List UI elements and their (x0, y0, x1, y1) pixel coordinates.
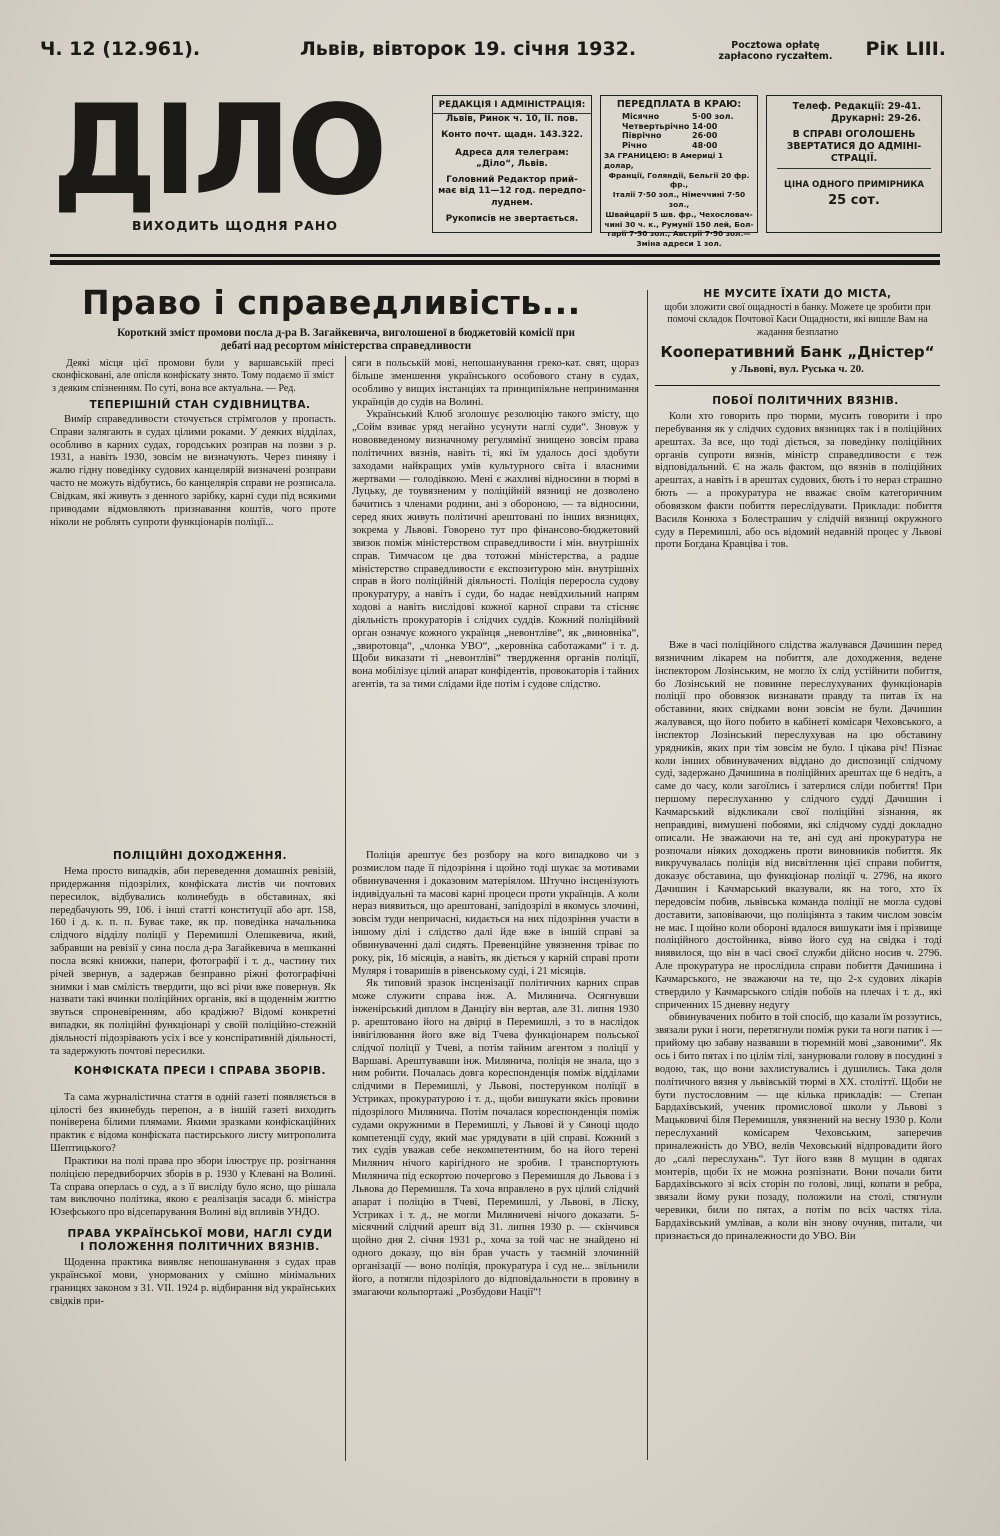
masthead-rule-top (50, 254, 940, 257)
newspaper-logo: ДІЛО (52, 77, 384, 223)
column-3-lower (655, 640, 942, 1244)
paragraph-language-rights: Щоденна практика виявляє непошанування з судах прав української мови, унормованих у смішно мінімальних границях законом з 31. VII. 1924 р. відбирання від українських свідків при- (50, 1257, 336, 1307)
abroad-6: гарії 7·50 зол., Австрії 7·50 зол.— (607, 229, 751, 239)
ads-line-3: СТРАЦІЇ. (777, 153, 931, 169)
ad-divider (655, 385, 940, 386)
column-1-lower (50, 850, 336, 1308)
paragraph-mylianych: Як типовий зразок інсценізації політичних карних справ може служити справа інж. А. Милянича. Осягнувши інженірський диплом в Данціґу він вертав, але 31. липня 1930 р. арештовано його на двірці в Перемишлі, з то в наслідок інвігілювання його вже від Тчева функціонарем польської слідчої поліції у Тчеві, а потім тайним агентом з поліції у Варшаві. Арештувавши інж. Милянича, поліція не знала, що з ним робити. Почалась довга кореспонденція поміж відділами слідчими в Перемишлі, у Львові, постерунком поліції в Устриках, прокуратурою і т. д., щоби вишукати якісь провини підозрілого Милянича. Потім почалася кореспонденція поміж судами окружними в Перемишлі, у Львові й у Сяноці щодо компетенції суду, який має урядувати в цій справі. Кожний з тих судів уважав себе некомпетентним, бо на його терені Милянич нічого карігідного не зробив. І транспортують Милянича під ескортою почергово з Перемишля до Львова і з Львова до Перемишля. Та хоча вправлено в рух цілий слідчий апарат і поліцію в Тчеві, Перемишлі, у Львові, в Ліску, Устриках і т. д., не могли Миляничеві нічого доказати. 5-місячний слідчий арешт від 31. липня 1930 р. — скінчився щойно дня 2. січня 1931 р., хоча за той час не знайдено ні одного доказу, що він брав участь у таємній злочинній організації — воно поліція, прокуратура і суд не... звільнили його, а потягли підозрілого до відповідальности в провину в змагаючи кольпортажі „Розбудови Нації“! (352, 978, 639, 1298)
paragraph-oath: сяги в польській мові, непошанування греко-кат. свят, щораз більше зменшення українського особового стану в судах, особливо у вищих інстанціях та принципіяльне непринимання українців до судів на Волині. (352, 358, 639, 408)
section-current-state: ТЕПЕРІШНІЙ СТАН СУДІВНИЦТВА. (89, 398, 311, 411)
section-language-rights (50, 1228, 336, 1254)
abroad-4: Швайцарії 5 шв. фр., Чехословач- (605, 209, 753, 219)
bank-ad-text: щоби зложити свої ощадності в банку. Можете це зробити при помочі складок Почтової Каси Ощадности, які вишле Вам на жадання безплатно (664, 302, 931, 338)
section-language-rights-l2: І ПОЛОЖЕННЯ ПОЛІТИЧНИХ ВЯЗНІВ. (80, 1241, 320, 1254)
paragraph-bardakhivsky: обвинувачених побито в той спосіб, що казали їм роззутись, звязали руки і ноги, перетягнули поміж руки та ноги патик і — прийому цю забаву назвавши в тюремній мові „завоними“. Як ось і бито пятах і по цілім тілі, занурювали голову в посудині з водою, так, що вони захлистувались і душились. Така доля політичного вязня у львівській тюрмі в XX. століттї. Щоби не бути пустословним — ще кілька прикладів: — Степан Бардахівський, ученик промислової школи у Львові з Мацьковичі біля Перемишля, увязнений на весну 1930 р. Коли переслуханий комісарем Чеховським, заперечив приналежність до УВО, велів Чеховський відпровадити його до „салі переслухань“. Тут його взяв 8 мущин в одягах монтерів, щоби їх не можна розпізнати. Вони почали бити Бардахівського зі всіх сторін по голові, лиці, копати в ребра, звязали йому руки позаду, положили на столі, стягнули черевики, били по пятах, а потім по всіх частях тіла. Бардахівський умлівав, а коли він знову очуняв, питали, чи признається до приналежности до УВО. Він (655, 1012, 942, 1242)
editorial-l8: луднем. (491, 197, 533, 208)
bank-ad-title: НЕ МУСИТЕ ЇХАТИ ДО МІСТА, (703, 288, 892, 300)
subscription-title: ПЕРЕДПЛАТА В КРАЮ: (616, 99, 742, 110)
postal-line-2: zapłacono ryczałtem. (718, 51, 833, 62)
editor-note: Деякі місця цієї промови були у варшавській пресі сконфісковані, але опісля конфіскату знято. Тому подаємо її зміст з деяким спізненням. По суті, вона все актуальна. — Ред. (52, 358, 334, 394)
bank-ad (655, 288, 940, 375)
subscription-row-price: 14·00 (692, 121, 718, 131)
column-3 (655, 395, 942, 552)
price-value: 25 сот. (828, 193, 880, 208)
bank-name: Кооперативний Банк „Дністер“ (660, 342, 935, 361)
section-prisoner-beatings: ПОБОЇ ПОЛІТИЧНИХ ВЯЗНІВ. (712, 395, 899, 407)
paragraph-beatings-intro: Коли хто говорить про тюрми, мусить говорити і про перебування як у слідчих судових вязницях так і в поліційних арештах. За все, що тоді діється, за поведінку поліційних органів супроти вязнів, міністр справедливости є теж відповідальний. Є на жаль фактом, що вязнів в поліційних арештах, а навіть і в арештах судових, бють і то нераз страшно бють — а прокуратура не вважає своїм категоричним обовязком факти побиття переслідувати. Приклади: побиття Василя Конюха з Болестрашич у слідчій вязниці окружного суду в Перемишлі, або ось відомий недавній процес у Львові проти Богдана Кравціва і тов. (655, 411, 942, 551)
subscription-row-label: Місячно (622, 111, 660, 121)
paragraph-dachyshyn: Вже в часі поліційного слідства жалувався Дачишин перед вязничним лікарем на побиття, але доходження, ведене інспектором Лозінським, не могло їх слід устійнити побиття, бо Лозінський не повинне переслухуваних функціонарів поліції про обовязок визнавати правду та питав їх на обставини, яких свідками вони зовсім не були. Дачишин жалувався, що його побито в кабінеті комісаря Чеховського, а інспектор Лозінський переслухував на цю обставину урядників, яких при тім зовсім не було. І цікава річ! Пізнає коли інших обвинувачених віддано до диспозиції слідчому суді, задержано Дачишина в поліційних арештах ще 6 недіть, а саме до часу, коли загоїлись і затерлися сліди побиття! При першому переслуханню у слідчого судді Дачишин і Качмарський відкликали свої поліційні зізнання, як неправдиві, вимушені побоями, які слідчому судді докладно описали. Не зважаючи на те, ані суд ані прокуратура не розпочали ніяких доходжень проти виновників побиття. Як викручувалась поліція від висвітлення цієї справи побиття, доказує обставина, що функціонар поліції ч. 2796, на якого Дачишин і Качмарський вказували, як на того, хто їх передовсім побив, львівська команда поліції не могла судові доставити, заповіваючи, що поліціянта з таким числом зовсім не має. І щойно коли обороні вдалося вишукати імя і прізвище поліційного достойника, віяво його суд на свідка і тоді виявилося, що він в часі своєї служби дійсно носив ч. 2796. Але прокуратура не прослідила справи побиття Дачишина і Качмарського, не зважаючи на те, що 2-х судових лікарів ствердило у Качмарського слідів побоїв на плечах і т. д., які сприченних 15 дневну недугу (655, 640, 942, 1011)
editorial-l3: Конто почт. щадн. 143.322. (441, 130, 583, 140)
column-rule-1 (345, 356, 346, 1461)
section-press-confiscation: КОНФІСКАТА ПРЕСИ І СПРАВА ЗБОРІВ. (74, 1064, 326, 1077)
subscription-row-price: 26·00 (692, 131, 718, 141)
phone-editorial: Телеф. Редакції: 29-41. (792, 101, 921, 112)
issue-number: Ч. 12 (12.961). (40, 38, 201, 60)
abroad-5: чині 30 ч. к., Румунії 150 лей, Бол- (604, 219, 754, 229)
volume-year: Рік LIII. (865, 38, 946, 60)
subscription-row (622, 122, 754, 132)
masthead-tagline: ВИХОДИТЬ ЩОДНЯ РАНО (132, 218, 338, 233)
editorial-l4: Адреса для телеграм: (455, 147, 569, 158)
editorial-box (432, 95, 592, 233)
abroad-7: Зміна адреси 1 зол. (636, 239, 722, 249)
top-strip (40, 38, 946, 64)
article-title: Право і справедливість... (82, 283, 581, 322)
subtitle-line-1: Короткий зміст промови посла д-ра В. Загайкевича, виголошеної в бюджетовій комісії при (117, 327, 575, 339)
section-language-rights-l1: ПРАВА УКРАЇНСЬКОЇ МОВИ, НАГЛІ СУДИ (67, 1228, 333, 1241)
editorial-l5: „Діло“, Львів. (476, 159, 548, 169)
abroad-2: Франції, Голяндії, Бельгії 20 фр. фр., (608, 170, 750, 190)
phone-printing: Друкарні: 29-26. (830, 113, 921, 124)
issue-date: Львів, вівторок 19. січня 1932. (300, 38, 637, 60)
masthead-rule-bottom (50, 260, 940, 265)
paragraph-club-resolution: Український Клюб зголошує резолюцію такого змісту, що „Сойм взиває уряд негайно усунути наглі суди“. Зновуж у нововведеному визначному регулямінї знищено зовсім права політичних вязнів, навіть ті, які їм удалось досі здобути заходами найкращих умів культурного світа і власними жертвами — голодівкою. Мені є жахливі відносини в тюрмі в Луцьку, де тоувязненим у поліційній вязниці не дозволено бачитись з членами родини, ані з обороною, — та відносини, серед яких живуть політичні арештовані по інших вязницях, зокрема у Львові. Говорено тут про фінансово-бюджетовий звязок поміж міністерством справедливости і мін. внутрішніх справ. Тимчасом це два тотожні міністерства, а радше міністерство справедливости є експозитурою мін. внутрішніх справ в його поліційній діяльності. Поліція переросла судову прокуратуру, а навіть і суди, бо надає невідхильний напрям ходові а навіть вислідові кожної карної справи та стісняє діяльність прокураторів і слідчих суддів. Кожний поліційний орган означує кожного українця „невонтліве“, як „виновніка“, „звиротовца“, „члонка УВО“, „керовніка саботажами“ і т. д. Щоби виказати ті „невонтліві“ твердження органів поліції, вона мобілізує цілий апарат конфідентів, провокаторів і тайних агентів, та за тими слідами йде потім і судове слідство. (352, 409, 639, 691)
column-rule-2 (647, 290, 648, 1460)
ads-line-1: В СПРАВІ ОГОЛОШЕНЬ (792, 129, 916, 140)
subscription-rows (604, 112, 754, 151)
postal-line-1: Pocztowa opłatę (731, 40, 820, 51)
subscription-row-label: Піврічно (622, 131, 662, 141)
subscription-row (622, 141, 754, 151)
subscription-row-price: 5·00 зол. (692, 111, 734, 121)
paragraph-police-investigations: Нема просто випадків, аби переведення домашніх ревізій, придержання підозрілих, конфіската листів чи почтових пересилок, відбувались колинебудь в обставинах, які передбачують 99, 106. і інші статті конституції або арт. 158, 160 і д. к. п. п. Буває таке, як пр. поведінка начальника слідчого відділу поліції у Перемишлі Олешкевича, який, забравши на ревізії у сина посла д-ра Загайкевича в мешканні посла всякі книжки, папери, фотографії і т. д., частину тих річей звернув, а задержав безправно ріжні фотографічні знимки і мав смілість твердити, що всі річи вже повернув. Як назвати такі вчинки поліційних органів, які в щоденнім життю звуться спроневіренням, або крадіжю? Відомі конкретні випадки, як поліційні функціонарі у своїй поліційно-стежній діяльності підозрівають усіх і все у конспіративній діяльності, та задержують почтові пересилки. (50, 866, 336, 1057)
subscription-box (600, 95, 758, 249)
column-2 (352, 358, 639, 692)
article-subtitle (56, 327, 636, 353)
masthead (52, 77, 384, 233)
paragraph-assemblies: Практики на полі права про збори ілюструє пр. розігнання поліцією передвиборчих зборів в р. 1930 у Клевані на Волині. Та справа оперлась о суд, а з її висліду було ясно, що рішала там виключно політика, якою є реалізація засади б. міністра Юзефського про відсепарування Волині від впливів УНДО. (50, 1155, 336, 1219)
subscription-row-label: Четвертьрічно (622, 121, 690, 131)
paragraph-arrests: Поліція арештує без розбору на кого випадково чи з розмислом паде її підозріння і щойно тоді шукає за мотивами обвинувачення і доказовим матеріялом. Штучно інсценізують індивідуальні та масові карні процеси проти українців. А коли нераз виявиться, що арештовані, запідозрілі в якомусь злочині, зовсім туди непричасні, кидається на них підозріння участи в іншому ділі і слідство далі йде вже в іншій справі за обвинуваченні далі сидять. Превенційне увязнення тріває по року, рік, 16 місяців, а навіть, як діється у карній справі проти Муляря і товаришів в рівенському суді, і 21 місяців. (352, 850, 639, 977)
ads-line-2: ЗВЕРТАТИСЯ ДО АДМІНІ- (786, 141, 922, 152)
subscription-row-label: Річно (622, 141, 648, 151)
price-label: ЦІНА ОДНОГО ПРИМІРНИКА (783, 180, 925, 190)
abroad-1: ЗА ГРАНИЦЕЮ: В Америці 1 долар, (604, 150, 724, 170)
phone-box (766, 95, 942, 233)
subtitle-line-2: дебаті над ресортом міністерства справедливости (220, 340, 472, 352)
subscription-row-price: 48·00 (692, 141, 718, 151)
editorial-l6: Головний Редактор прий- (446, 174, 578, 185)
subscription-row (622, 131, 754, 141)
editorial-l2: Львів, Ринок ч. 10, II. пов. (445, 113, 579, 124)
section-police-investigations: ПОЛІЦІЙНІ ДОХОДЖЕННЯ. (113, 850, 287, 862)
editorial-l7: має від 11—12 год. передпо- (438, 186, 586, 196)
paragraph-press-confiscation: Та сама журналістична стаття в одній газеті появляється в цілості без якинебудь перепон, а в іншій газеті виходить поніверена білими плямами. Якими зразками конфіскаційних практик є відома конфіската пастирського листу митрополита Шептицького? (50, 1091, 336, 1155)
abroad-3: Італії 7·50 зол., Німеччині 7·50 зол., (612, 190, 746, 209)
paragraph-current-state: Вимір справедливости сточується стрімголов у пропасть. Справи залягають в судах цілими роками. У деяких відділах, особливо в карних судах, городських розправ на позви з р. 1931, а навіть 1930, зовсім не визначують. Через пиняву і жалю гідну поведінку судових канцелярій визначені розправи часто не можуть відбутись, бо канцелярія справи не розписала. Свідкам, які живуть з денного зарібку, карні суди під всякими приводами відмовляють признавання коштів, чого проте ніколи не роблять супроти функціонарів поліції... (50, 413, 336, 528)
editorial-l1: РЕДАКЦІЯ І АДМІНІСТРАЦІЯ: (433, 100, 591, 114)
subscription-row (622, 112, 754, 122)
postal-notice (688, 40, 863, 62)
column-2-lower (352, 850, 639, 1300)
column-1 (50, 358, 336, 529)
bank-address: у Львові, вул. Руська ч. 20. (731, 362, 864, 375)
editorial-l9: Рукописів не звертається. (445, 214, 579, 224)
